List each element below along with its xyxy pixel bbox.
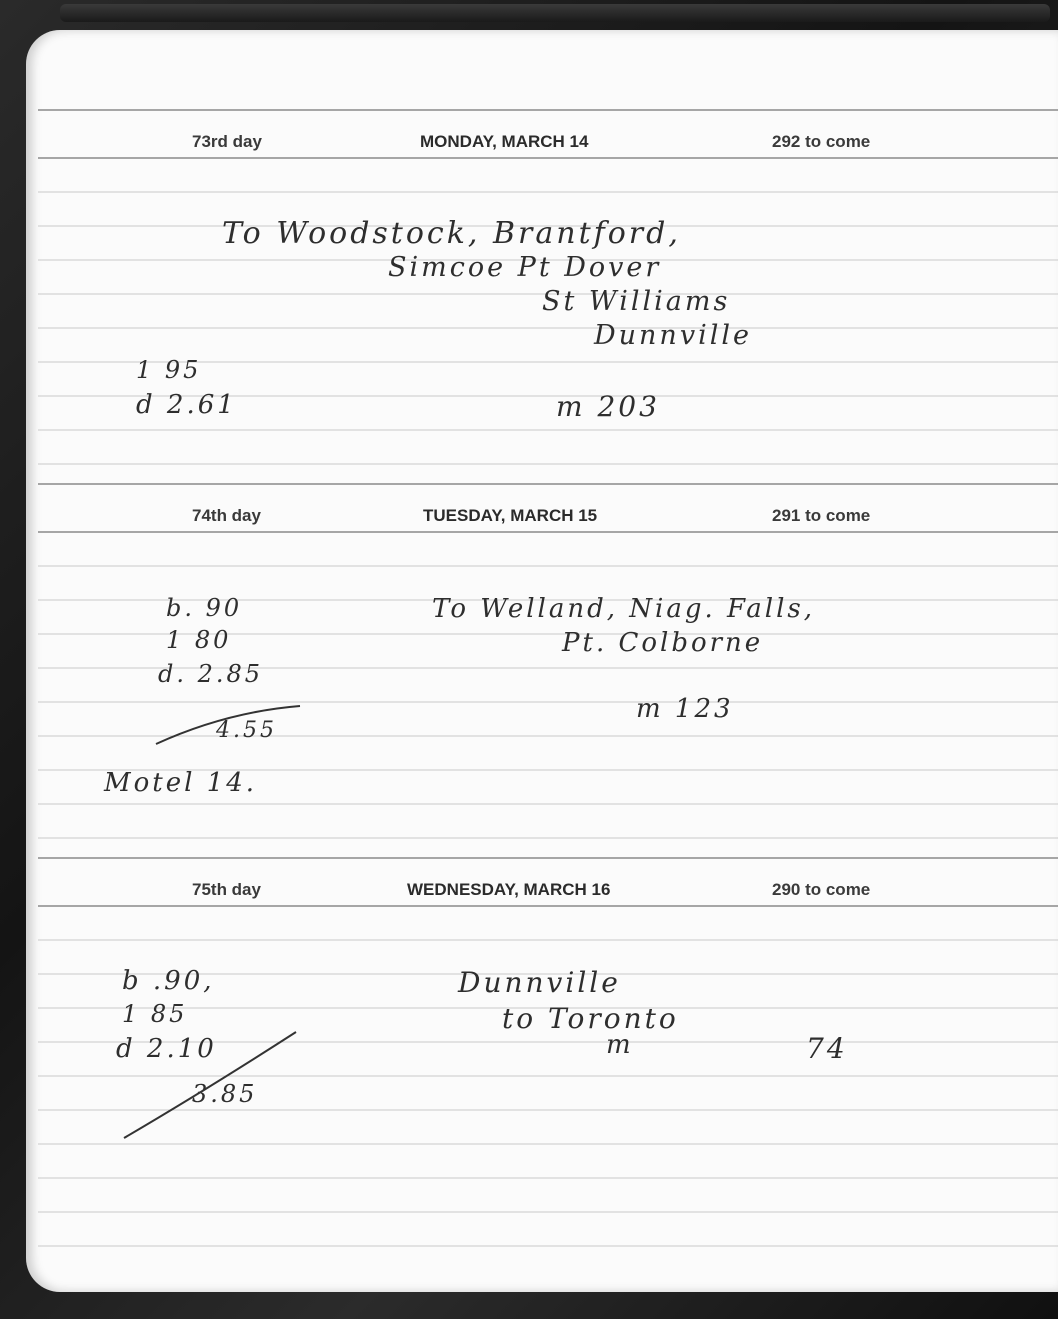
handwritten-note: to Toronto [502, 1002, 679, 1035]
handwritten-note: 74 [806, 1032, 848, 1065]
days-remaining-label: 291 to come [772, 506, 871, 525]
handwritten-note: 1 85 [122, 1000, 188, 1028]
handwritten-note: 1 80 [166, 626, 232, 654]
handwritten-note: d 2.10 [116, 1034, 217, 1064]
handwritten-note: b .90, [122, 966, 215, 996]
day-number-label: 75th day [192, 880, 261, 899]
handwritten-note: St Williams [542, 286, 731, 317]
days-remaining-label: 290 to come [772, 880, 871, 899]
days-remaining-label: 292 to come [772, 132, 871, 151]
handwritten-note: Pt. Colborne [562, 628, 764, 658]
handwritten-note: d. 2.85 [158, 660, 264, 688]
handwritten-note: To Woodstock, Brantford, [222, 216, 681, 251]
handwritten-note: Motel 14. [104, 768, 258, 798]
handwritten-note: Dunnville [594, 320, 752, 351]
date-heading: TUESDAY, MARCH 15 [423, 506, 598, 525]
handwritten-note: m 203 [556, 390, 660, 423]
handwritten-note: To Welland, Niag. Falls, [432, 594, 816, 624]
handwritten-note: m [606, 1030, 634, 1060]
date-heading: MONDAY, MARCH 14 [420, 132, 589, 151]
handwritten-note: 3.85 [192, 1080, 258, 1108]
date-heading: WEDNESDAY, MARCH 16 [407, 880, 611, 899]
day-number-label: 74th day [192, 506, 261, 525]
handwritten-note: m 123 [636, 694, 734, 724]
handwritten-note: d 2.61 [136, 390, 237, 420]
handwritten-note: Simcoe Pt Dover [388, 252, 662, 283]
handwritten-note: Dunnville [458, 966, 621, 999]
handwritten-note: 4.55 [216, 718, 277, 743]
handwritten-note: b. 90 [166, 594, 243, 622]
handwritten-note: 1 95 [136, 356, 202, 384]
cover-top-edge [60, 4, 1050, 22]
day-number-label: 73rd day [192, 132, 262, 151]
diary-page [26, 30, 1058, 1292]
